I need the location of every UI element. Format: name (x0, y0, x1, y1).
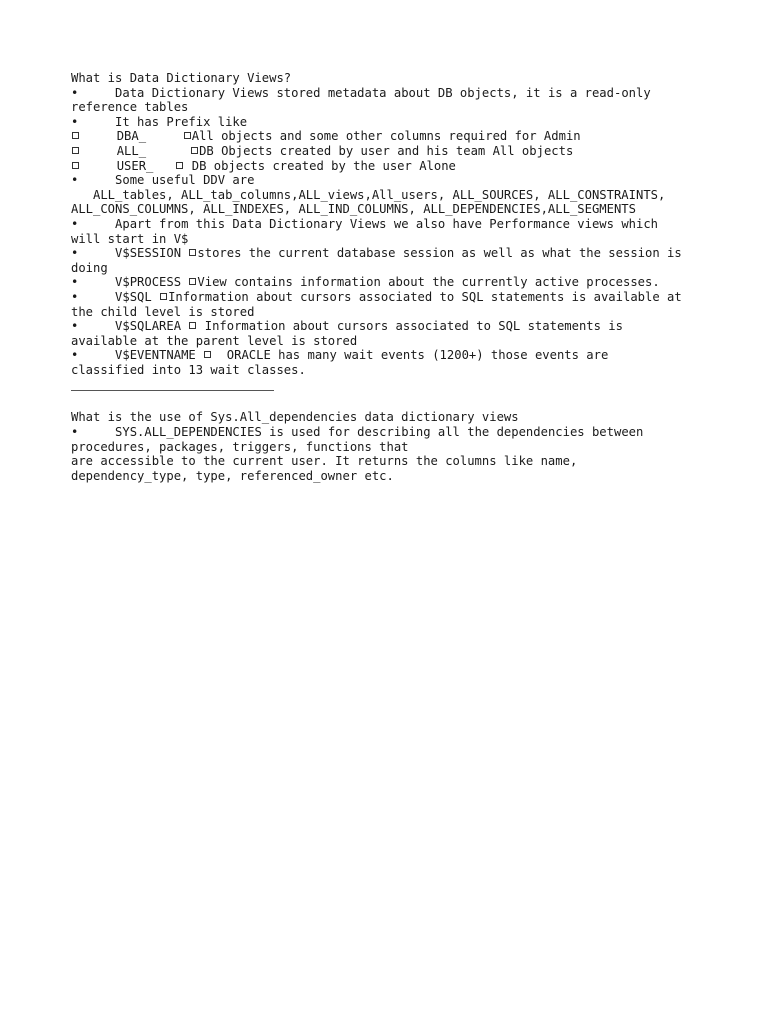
bullet-item-vsession: • V$SESSION stores the current database session as well as what the session is (71, 246, 682, 261)
bullet-continuation: classified into 13 wait classes. (71, 362, 306, 377)
square-bullet-icon (184, 132, 191, 139)
ddv-list-line: ALL_tables, ALL_tab_columns,ALL_views,All_users, ALL_SOURCES, ALL_CONSTRAINTS, (71, 187, 666, 202)
bullet-item: • It has Prefix like (71, 114, 248, 129)
prefix-item-dba: DBA_ All objects and some other columns required for Admin (71, 129, 711, 144)
prefix-item-all: ALL_ DB Objects created by user and his team All objects (71, 144, 711, 159)
section-title: What is the use of Sys.All_dependencies data dictionary views (71, 410, 519, 425)
square-bullet-icon (189, 278, 196, 285)
square-bullet-icon (191, 147, 198, 154)
bullet-icon: • (71, 114, 79, 129)
bullet-icon: • (71, 173, 79, 188)
bullet-item-vsqlarea: • V$SQLAREA Information about cursors associated to SQL statements is (71, 319, 623, 334)
square-bullet-icon (72, 147, 79, 154)
section-title: What is Data Dictionary Views? (71, 71, 292, 85)
square-bullet-icon (189, 249, 196, 256)
bullet-item-vsql: • V$SQL Information about cursors associated to SQL statements is available at (71, 289, 682, 304)
ddv-list-line: ALL_CONS_COLUMNS, ALL_INDEXES, ALL_IND_COLUMNS, ALL_DEPENDENCIES,ALL_SEGMENTS (71, 202, 636, 217)
paragraph-line: procedures, packages, triggers, functions that (71, 439, 409, 454)
bullet-item-veventname: • V$EVENTNAME ORACLE has many wait events (1200+) those events are (71, 348, 609, 363)
bullet-icon: • (71, 319, 79, 334)
bullet-icon: • (71, 289, 79, 304)
bullet-continuation: the child level is stored (71, 304, 255, 319)
bullet-item: • Some useful DDV are (71, 173, 255, 188)
square-bullet-icon (160, 293, 167, 300)
bullet-continuation: doing (71, 260, 108, 275)
bullet-continuation: available at the parent level is stored (71, 333, 358, 348)
section-divider (71, 390, 274, 391)
square-bullet-icon (204, 351, 211, 358)
bullet-item: • Data Dictionary Views stored metadata about DB objects, it is a read-only (71, 85, 651, 100)
square-bullet-icon (189, 322, 196, 329)
bullet-item-vprocess: • V$PROCESS View contains information about the currently active processes. (71, 275, 660, 290)
bullet-icon: • (71, 348, 79, 363)
bullet-continuation: will start in V$ (71, 231, 189, 246)
bullet-icon: • (71, 275, 79, 290)
square-bullet-icon (176, 162, 183, 169)
bullet-icon: • (71, 246, 79, 261)
paragraph-line: are accessible to the current user. It returns the columns like name, (71, 454, 578, 469)
bullet-icon: • (71, 425, 79, 440)
bullet-continuation: reference tables (71, 100, 189, 115)
document-page (71, 71, 711, 483)
bullet-icon: • (71, 216, 79, 231)
square-bullet-icon (72, 162, 79, 169)
square-bullet-icon (72, 132, 79, 139)
prefix-item-user: USER_ DB objects created by the user Alone (71, 159, 711, 174)
paragraph-line: dependency_type, type, referenced_owner etc. (71, 468, 394, 483)
bullet-item: • Apart from this Data Dictionary Views we also have Performance views which (71, 216, 659, 231)
bullet-icon: • (71, 85, 79, 100)
bullet-item: • SYS.ALL_DEPENDENCIES is used for describing all the dependencies between (71, 425, 644, 440)
